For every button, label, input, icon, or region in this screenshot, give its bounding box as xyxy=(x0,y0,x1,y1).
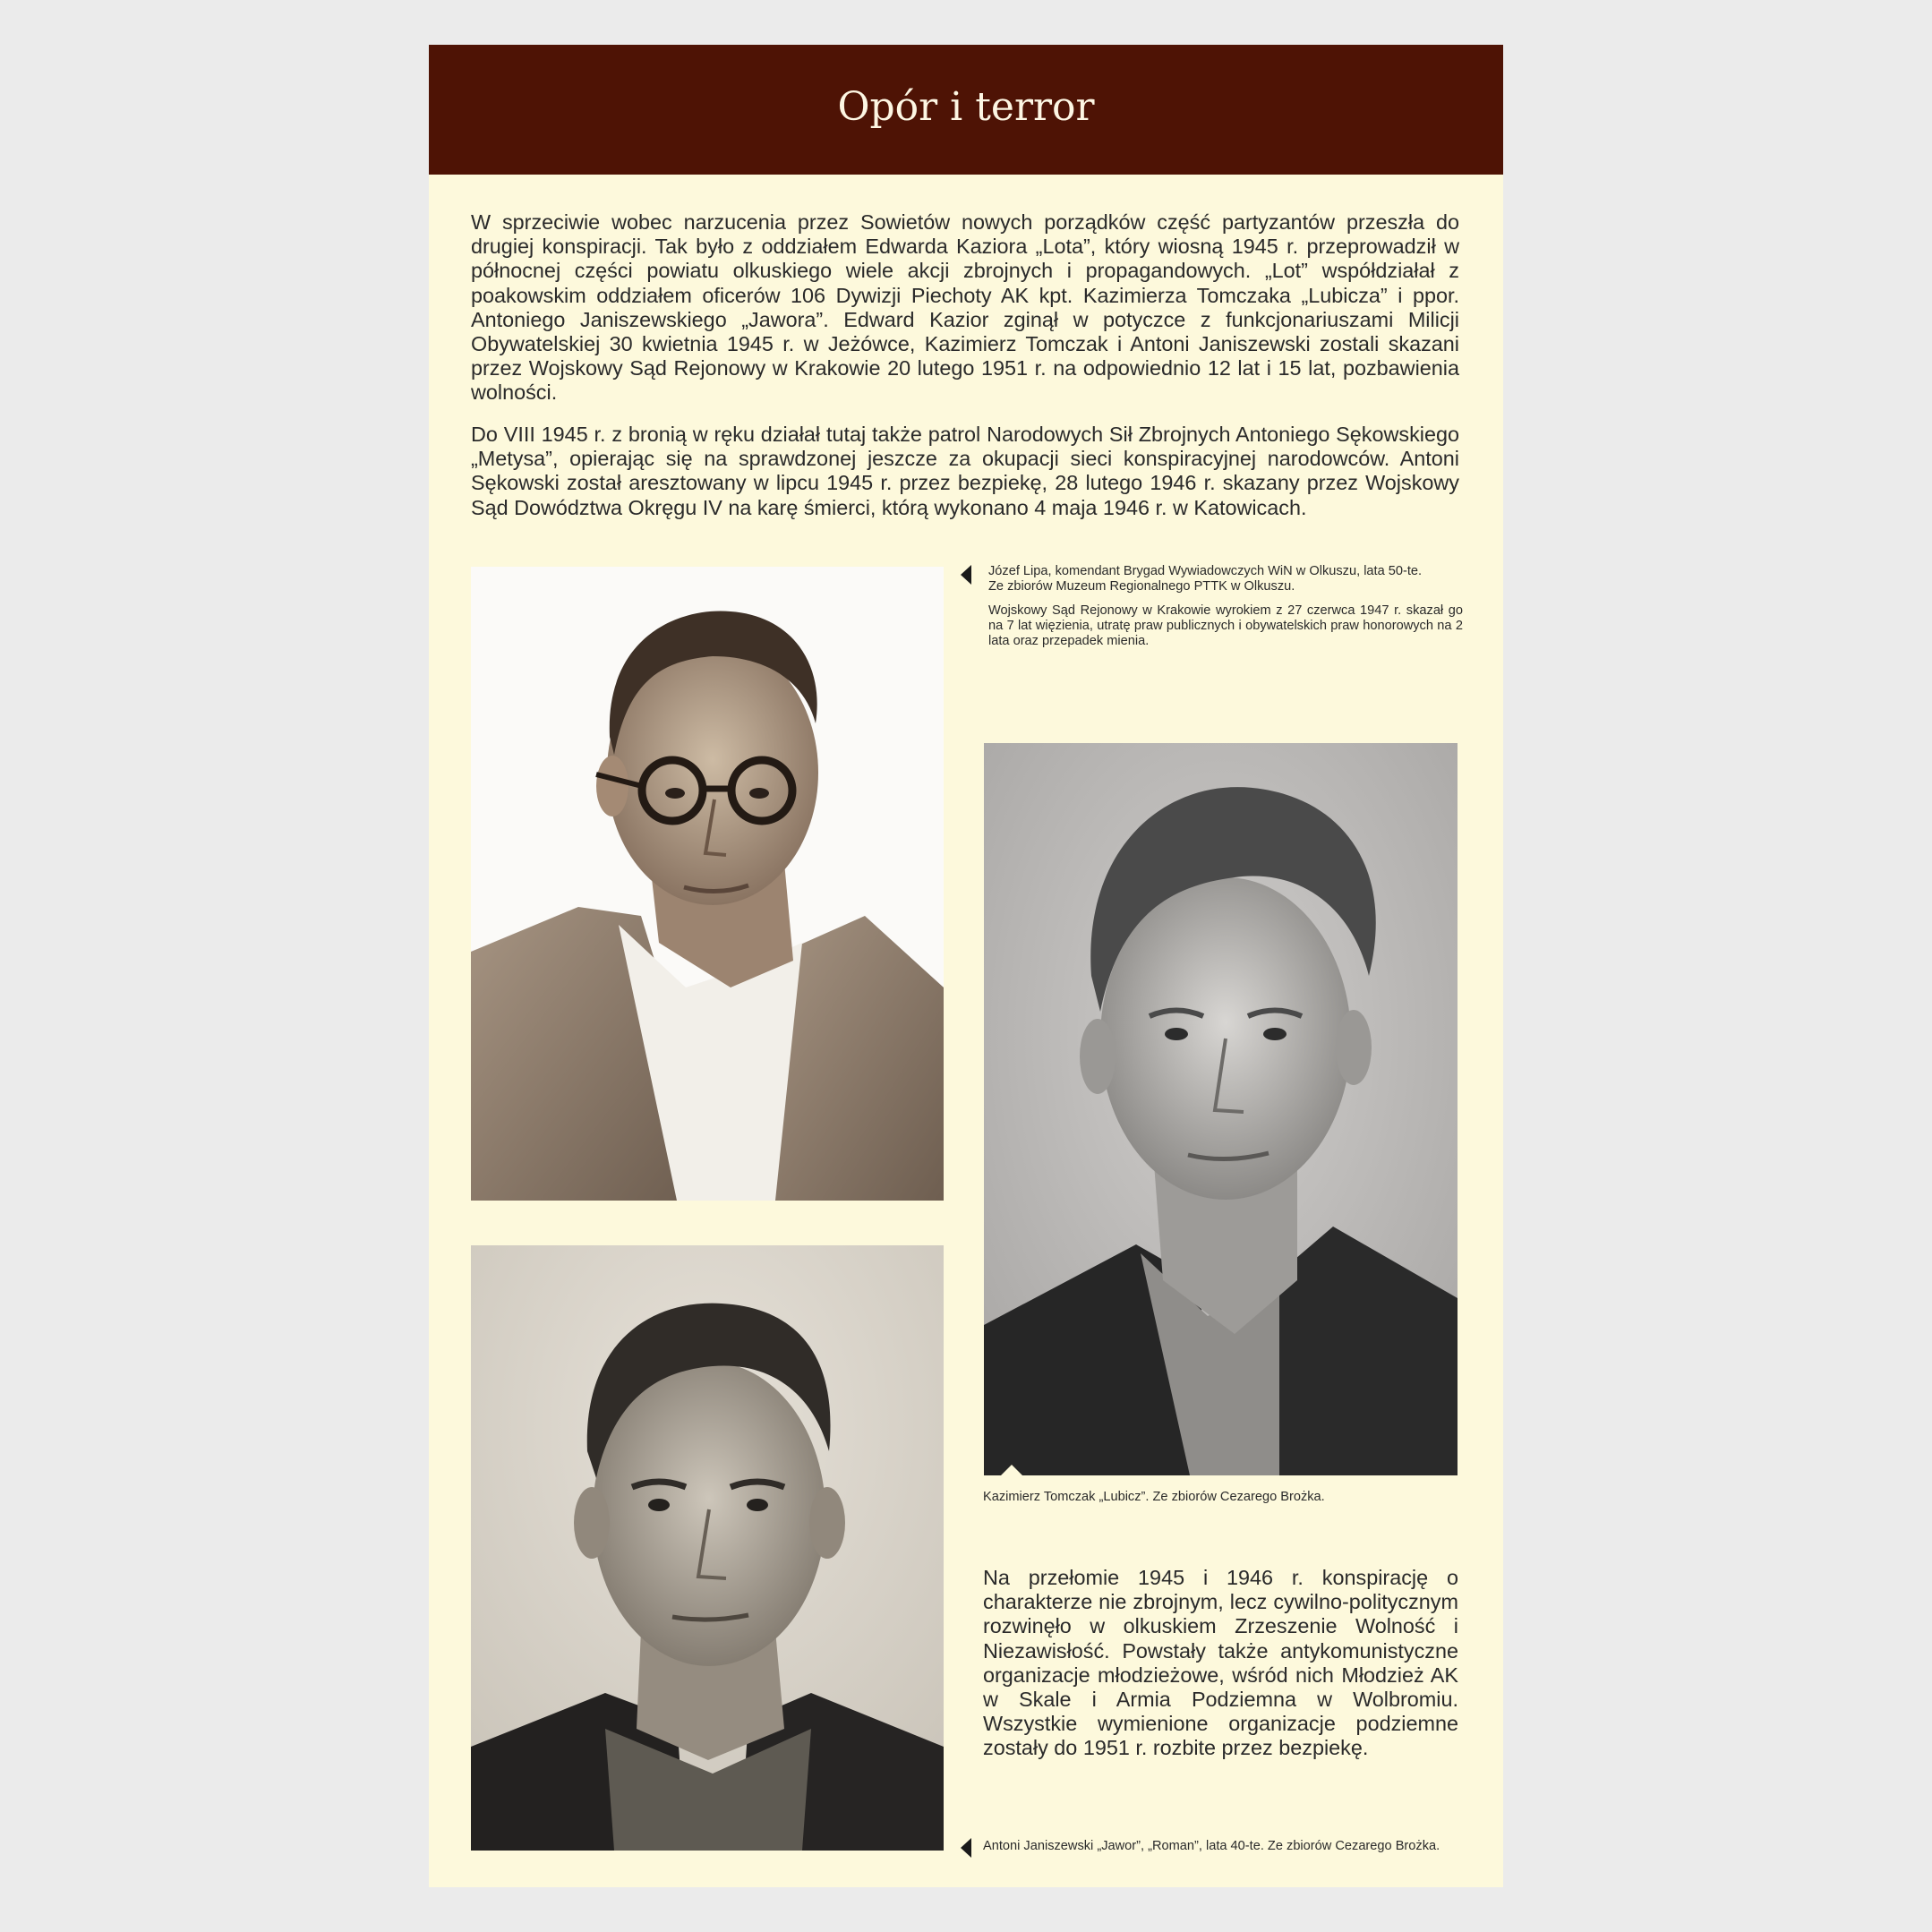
caption-arrow-icon xyxy=(961,565,971,585)
caption-line: Józef Lipa, komendant Brygad Wywiadowczych WiN w Olkuszu, lata 50-te. xyxy=(988,564,1423,578)
caption-pointer xyxy=(1001,1465,1022,1475)
photo-antoni-janiszewski xyxy=(471,1245,944,1851)
nsz-paragraph: Do VIII 1945 r. z bronią w ręku działał tutaj także patrol Narodowych Sił Zbrojnych Antoniego Sękowskiego „Metysa”, opierając się na sprawdzonej jeszcze za okupacji sieci konspiracyjnej narodowców. Antoni Sękowski został aresztowany w lipcu 1945 r. przez bezpiekę, 28 lutego 1946 r. skazany przez Wojskowy Sąd Dowództwa Okręgu IV na karę śmierci, którą wykonano 4 maja 1946 r. w Katowicach. xyxy=(471,423,1459,519)
exhibition-panel xyxy=(429,45,1503,1887)
win-paragraph: Na przełomie 1945 i 1946 r. konspirację o charakterze nie zbrojnym, lecz cywilno-politycznym rozwinęło w olkuskiem Zrzeszenie Wolność i Niezawisłość. Powstały także antykomunistyczne organizacje młodzieżowe, wśród nich Młodzież AK w Skale i Armia Podziemna w Wolbromiu. Wszystkie wymienione organizacje podziemne zostały do 1951 r. rozbite przez bezpiekę. xyxy=(983,1566,1458,1760)
caption-line: Ze zbiorów Muzeum Regionalnego PTTK w Olkuszu. xyxy=(988,579,1295,594)
photo-jozef-lipa xyxy=(471,567,944,1201)
caption-antoni-janiszewski: Antoni Janiszewski „Jawor”, „Roman”, lata 40-te. Ze zbiorów Cezarego Brożka. xyxy=(983,1839,1440,1853)
title-banner xyxy=(429,45,1503,175)
caption-arrow-icon xyxy=(961,1838,971,1858)
caption-jozef-lipa xyxy=(988,564,1463,594)
caption-kazimierz-tomczak: Kazimierz Tomczak „Lubicz”. Ze zbiorów Cezarego Brożka. xyxy=(983,1490,1325,1504)
caption-jozef-lipa-detail: Wojskowy Sąd Rejonowy w Krakowie wyrokiem z 27 czerwca 1947 r. skazał go na 7 lat więzienia, utratę praw publicznych i obywatelskich praw honorowych na 2 lata oraz przepadek mienia. xyxy=(988,603,1463,649)
intro-paragraph: W sprzeciwie wobec narzucenia przez Sowietów nowych porządków część partyzantów przeszła do drugiej konspiracji. Tak było z oddziałem Edwarda Kaziora „Lota”, który wiosną 1945 r. przeprowadził w północnej części powiatu olkuskiego wiele akcji zbrojnych i propagandowych. „Lot” współdziałał z poakowskim oddziałem oficerów 106 Dywizji Piechoty AK kpt. Kazimierza Tomczaka „Lubicza” i ppor. Antoniego Janiszewskiego „Jawora”. Edward Kazior zginął w potyczce z funkcjonariuszami Milicji Obywatelskiej 30 kwietnia 1945 r. w Jeżówce, Kazimierz Tomczak i Antoni Janiszewski zostali skazani przez Wojskowy Sąd Rejonowy w Krakowie 20 lutego 1951 r. na odpowiednio 12 lat i 15 lat, pozbawienia wolności. xyxy=(471,210,1459,405)
photo-kazimierz-tomczak xyxy=(984,743,1458,1475)
page-title: Opór i terror xyxy=(837,84,1095,130)
